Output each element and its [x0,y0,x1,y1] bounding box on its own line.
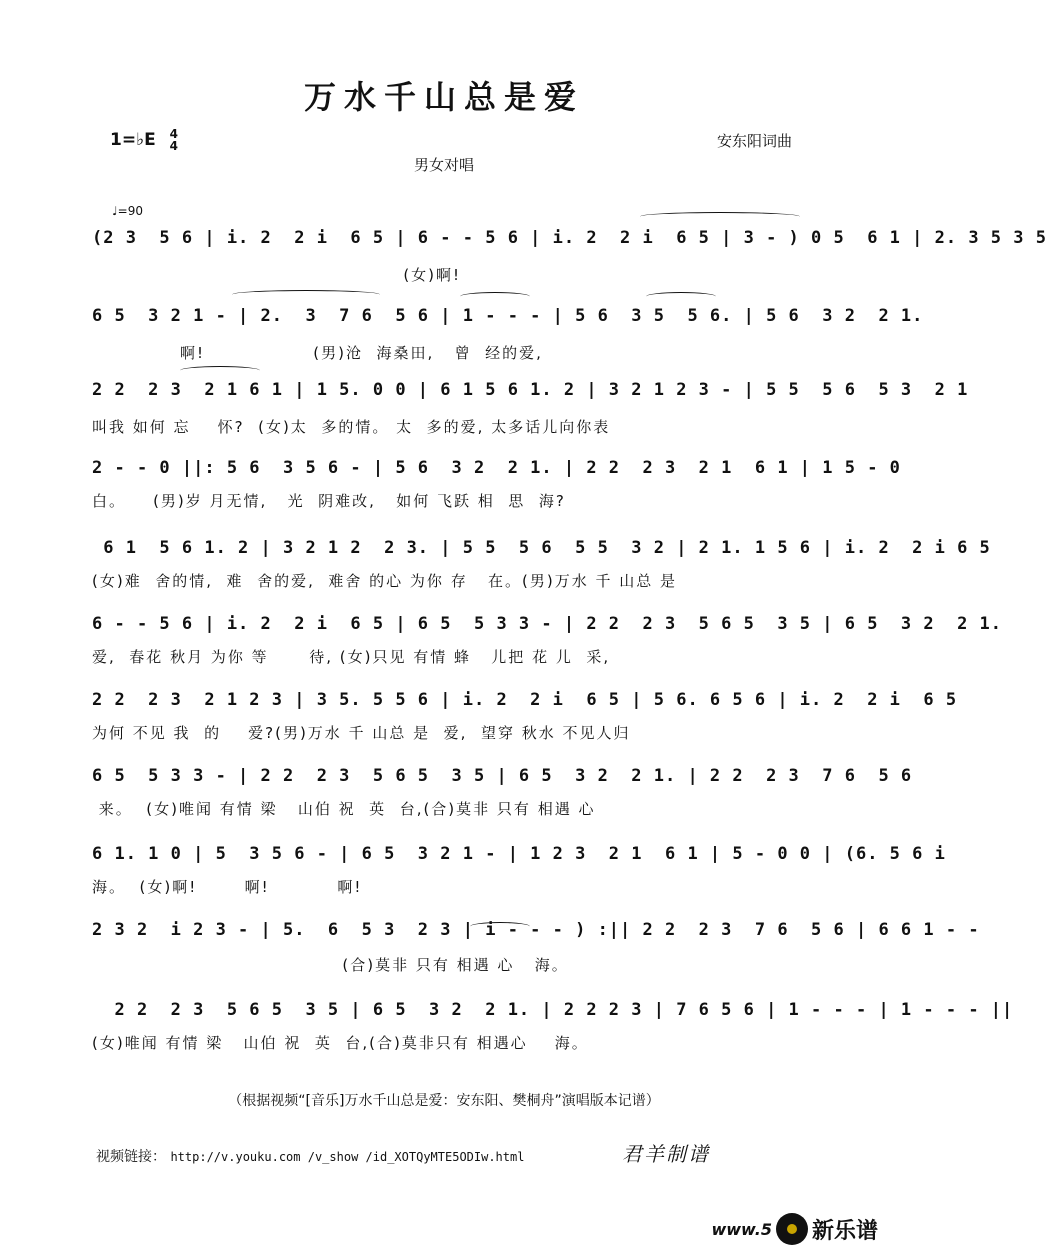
notes-line: 2 2 2 3 5 6 5 3 5 | 6 5 3 2 2 1. | 2 2 2 3 | 7 6 5 6 | 1 - - - | 1 - - - || [92,1000,1014,1020]
notes-line: 2 2 2 3 2 1 6 1 | 1 5. 0 0 | 6 1 5 6 1. 2 | 3 2 1 2 3 - | 5 5 5 6 5 3 2 1 [92,380,969,400]
slur-mark [640,212,800,221]
time-top: 4 [169,127,178,141]
time-bottom: 4 [169,139,178,153]
notes-line: 6 - - 5 6 | i. 2 2 i 6 5 | 6 5 5 3 3 - | 2 2 2 3 5 6 5 3 5 | 6 5 3 2 2 1. [92,614,1003,634]
notes-line: 2 - - 0 ||: 5 6 3 5 6 - | 5 6 3 2 2 1. | 2 2 2 3 2 1 6 1 | 1 5 - 0 [92,458,901,478]
notes-line: 6 1. 1 0 | 5 3 5 6 - | 6 5 3 2 1 - | 1 2 3 2 1 6 1 | 5 - 0 0 | (6. 5 6 i [92,844,946,864]
lyric-line: (女)难 舍的情, 难 舍的爱, 难舍 的心 为你 存 在。(男)万水 千 山总 是 [92,572,678,590]
lyric-line: 为何 不见 我 的 爱?(男)万水 千 山总 是 爱, 望穿 秋水 不见人归 [92,724,631,742]
key-label: 1=♭E [110,130,156,150]
song-title: 万水千山总是爱 [303,78,584,116]
slur-mark [646,292,716,301]
notes-line: 2 2 2 3 2 1 2 3 | 3 5. 5 5 6 | i. 2 2 i 6 5 | 5 6. 6 5 6 | i. 2 2 i 6 5 [92,690,958,710]
slur-mark [232,290,380,299]
watermark-name: 新乐谱 [811,1218,878,1244]
notes-line: 6 5 5 3 3 - | 2 2 2 3 5 6 5 3 5 | 6 5 3 2 2 1. | 2 2 2 3 7 6 5 6 [92,766,913,786]
lyric-line: 啊! (男)沧 海桑田, 曾 经的爱, [92,344,543,362]
lyric-line: 白。 (男)岁 月无情, 光 阴难改, 如何 飞跃 相 思 海? [92,492,566,510]
time-signature [170,128,178,152]
lyric-line: (合)莫非 只有 相遇 心 海。 [92,956,569,974]
video-link-label: 视频链接： [96,1149,166,1165]
lyric-line: 来。 (女)唯闻 有情 梁 山伯 祝 英 台,(合)莫非 只有 相遇 心 [92,800,596,818]
composer-credit: 安东阳词曲 [716,132,792,150]
lyric-line: 海。 (女)啊! 啊! 啊! [92,878,363,896]
lyric-line: (女)啊! [92,266,462,284]
transcription-note: （根据视频“[音乐]万水千山总是爱：安东阳、樊桐舟”演唱版本记谱） [228,1093,660,1109]
notes-line: 6 5 3 2 1 - | 2. 3 7 6 5 6 | 1 - - - | 5 6 3 5 5 6. | 5 6 3 2 2 1. [92,306,924,326]
watermark-url: www.5 [711,1219,772,1239]
transcriber-signature: 君羊制谱 [622,1142,710,1166]
notes-line: 2 3 2 i 2 3 - | 5. 6 5 3 2 3 | i - - - ) :|| 2 2 2 3 7 6 5 6 | 6 6 1 - - [92,920,980,940]
lyric-line: (女)唯闻 有情 梁 山伯 祝 英 台,(合)莫非只有 相遇心 海。 [92,1034,589,1052]
slur-mark [460,292,530,301]
site-watermark [711,1209,878,1249]
lyric-line: 叫我 如何 忘 怀? (女)太 多的情。 太 多的爱, 太多话儿向你表 [92,418,611,436]
disc-logo-icon [776,1213,808,1245]
slur-mark [180,366,260,375]
performance-style: 男女对唱 [413,156,474,174]
tempo-mark: ♩=90 [112,204,143,218]
video-link-url[interactable]: http://v.youku.com /v_show /id_XOTQyMTE5ODIw.html [170,1150,525,1164]
slur-mark [470,922,530,931]
notes-line: 6 1 5 6 1. 2 | 3 2 1 2 2 3. | 5 5 5 6 5 5 3 2 | 2 1. 1 5 6 | i. 2 2 i 6 5 [92,538,991,558]
lyric-line: 爱, 春花 秋月 为你 等 待, (女)只见 有情 蜂 儿把 花 儿 采, [92,648,611,666]
key-signature [110,128,178,152]
notes-line: (2 3 5 6 | i. 2 2 i 6 5 | 6 - - 5 6 | i. 2 2 i 6 5 | 3 - ) 0 5 6 1 | 2. 3 5 3 5 [92,228,1047,248]
video-link [96,1146,524,1166]
